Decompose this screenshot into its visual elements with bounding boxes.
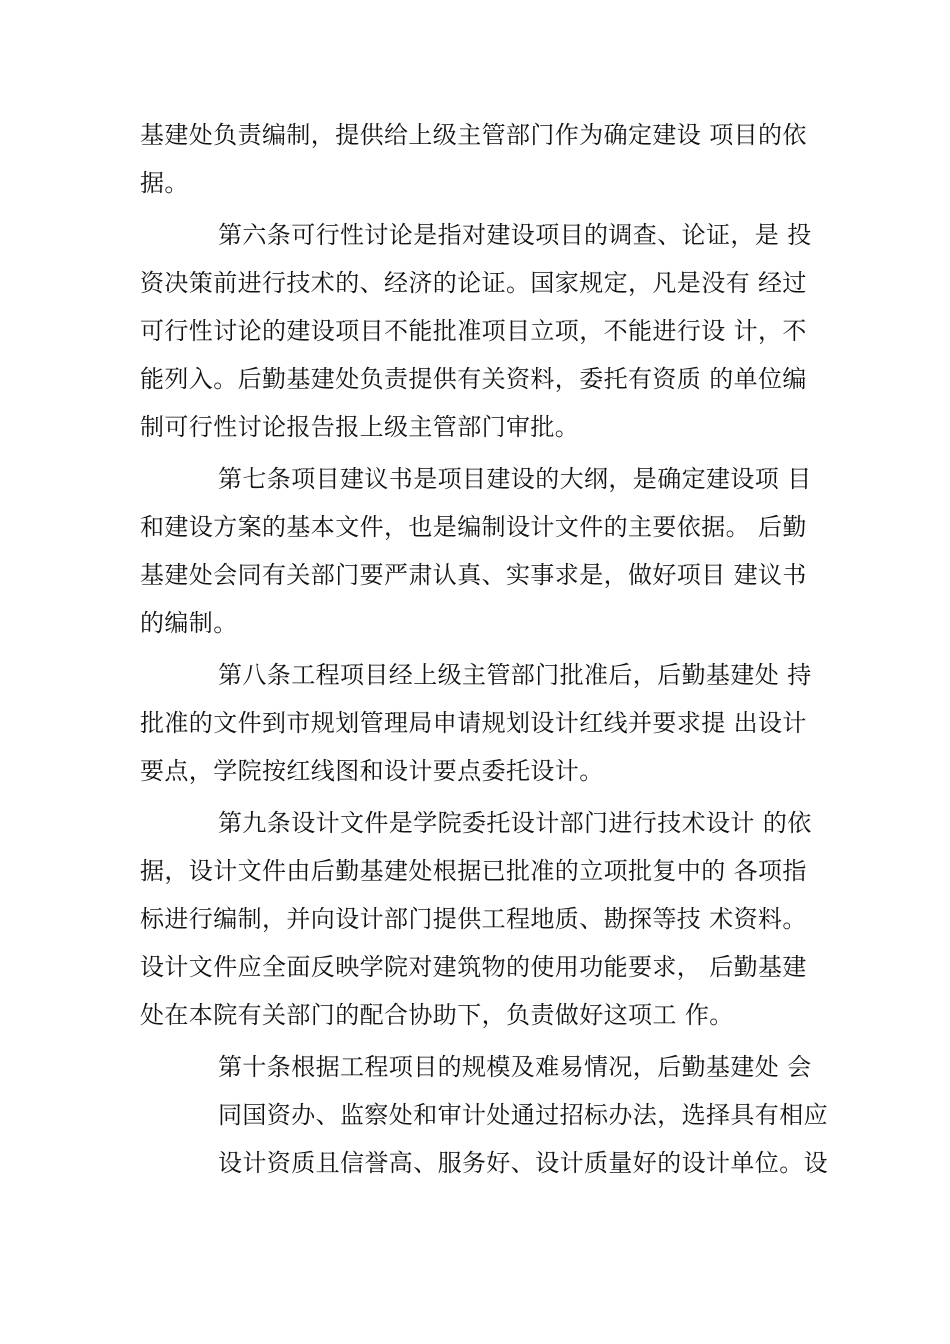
- text-line: 要点，学院按红线图和设计要点委托设计。: [140, 757, 604, 785]
- text-line: 设计资质且信誉高、服务好、设计质量好的设计单位。设: [218, 1149, 828, 1177]
- text-line: 的编制。: [140, 609, 238, 637]
- text-line: 处在本院有关部门的配合协助下，负责做好这项工 作。: [140, 1001, 734, 1029]
- text-line: 据。: [140, 169, 189, 197]
- text-line: 能列入。后勤基建处负责提供有关资料，委托有资质 的单位编: [140, 365, 807, 393]
- text-line: 和建设方案的基本文件，也是编制设计文件的主要依据。 后勤: [140, 513, 807, 541]
- paragraph-start-line: 第六条可行性讨论是指对建设项目的调查、论证，是 投: [218, 221, 812, 249]
- text-line: 基建处会同有关部门要严肃认真、实事求是，做好项目 建议书: [140, 561, 807, 589]
- text-line: 据，设计文件由后勤基建处根据已批准的立项批复中的 各项指: [140, 857, 807, 885]
- text-line: 制可行性讨论报告报上级主管部门审批。: [140, 413, 580, 441]
- paragraph-start-line: 第七条项目建议书是项目建设的大纲，是确定建设项 目: [218, 465, 812, 493]
- paragraph-start-line: 第十条根据工程项目的规模及难易情况，后勤基建处 会: [218, 1053, 812, 1081]
- paragraph-start-line: 第八条工程项目经上级主管部门批准后，后勤基建处 持: [218, 661, 812, 689]
- text-line: 批准的文件到市规划管理局申请规划设计红线并要求提 出设计: [140, 709, 807, 737]
- text-line: 资决策前进行技术的、经济的论证。国家规定，凡是没有 经过: [140, 269, 807, 297]
- text-line: 可行性讨论的建设项目不能批准项目立项，不能进行设 计，不: [140, 317, 807, 345]
- text-line: 设计文件应全面反映学院对建筑物的使用功能要求， 后勤基建: [140, 953, 807, 981]
- text-line: 标进行编制，并向设计部门提供工程地质、勘探等技 术资料。: [140, 905, 807, 933]
- text-line: 同国资办、监察处和审计处通过招标办法，选择具有相应: [218, 1101, 828, 1129]
- paragraph-start-line: 第九条设计文件是学院委托设计部门进行技术设计 的依: [218, 809, 812, 837]
- text-line: 基建处负责编制，提供给上级主管部门作为确定建设 项目的依: [140, 121, 807, 149]
